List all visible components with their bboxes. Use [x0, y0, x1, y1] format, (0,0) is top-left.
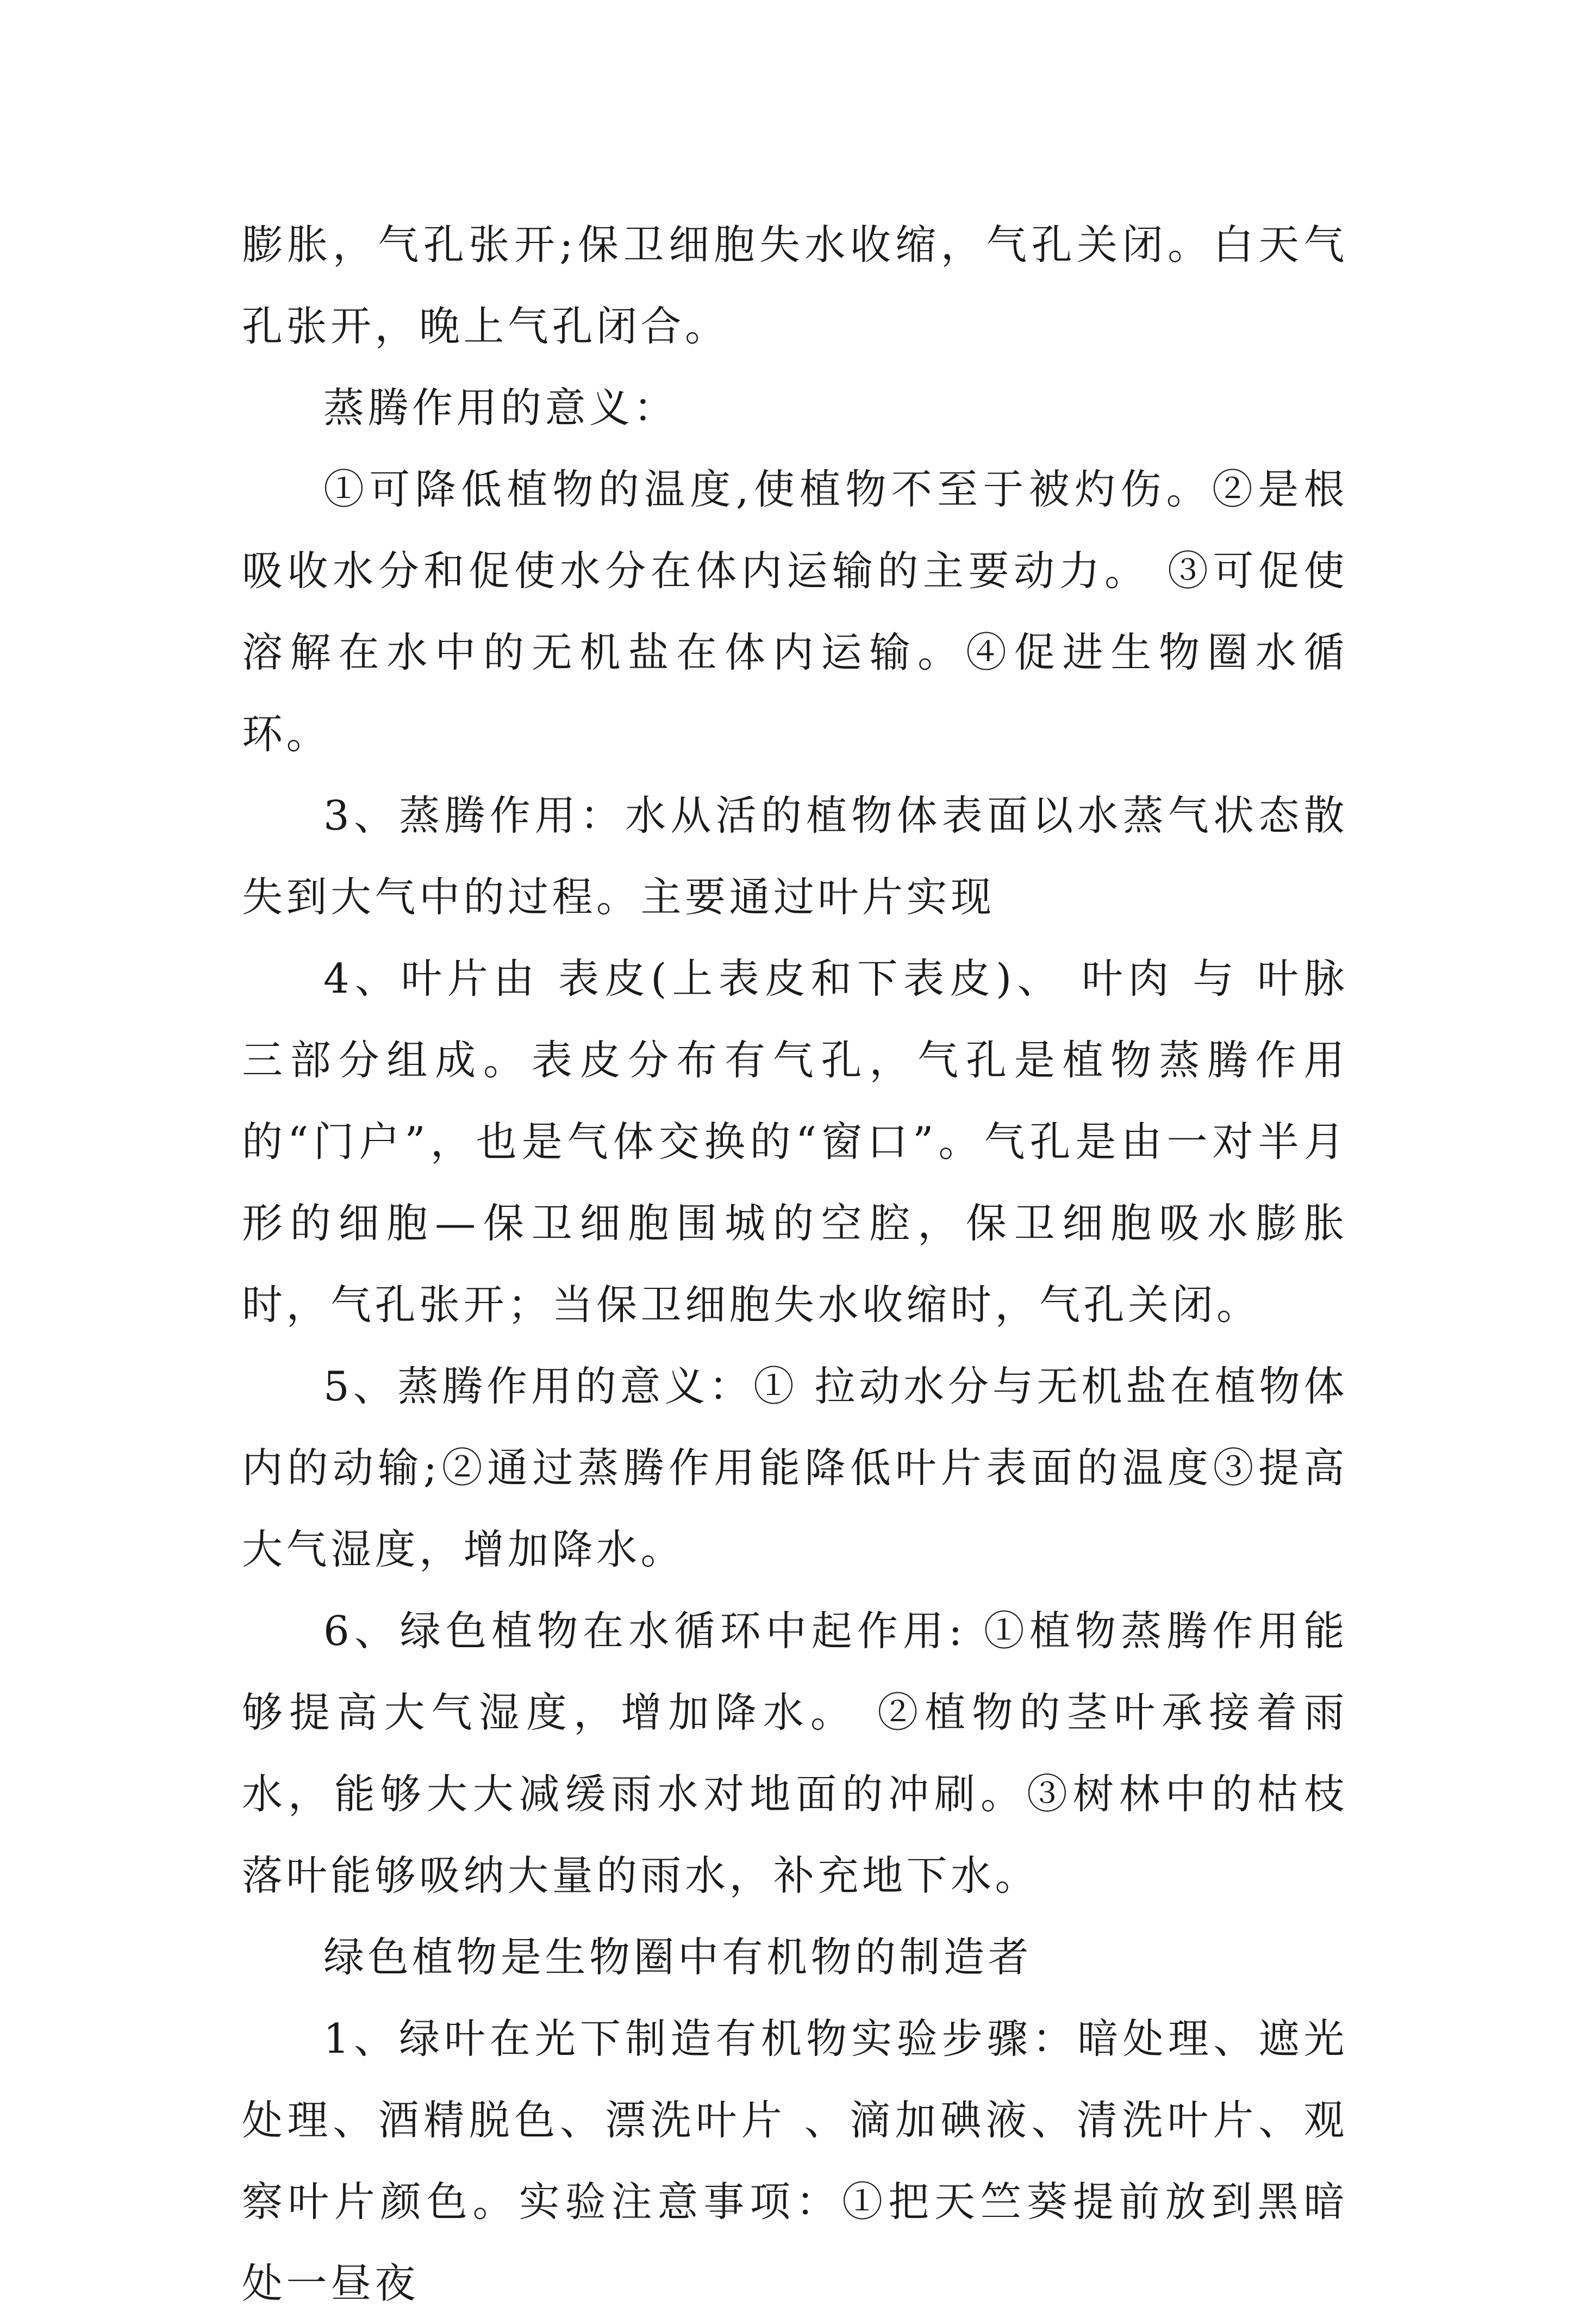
paragraph-transpiration-significance-2: 5、蒸腾作用的意义：① 拉动水分与无机盐在植物体内的动输;②通过蒸腾作用能降低叶片表面的温度③提高大气湿度，增加降水。 — [242, 1362, 1348, 1573]
paragraph-stomata-continuation: 膨胀，气孔张开;保卫细胞失水收缩，气孔关闭。白天气孔张开，晚上气孔闭合。 — [242, 221, 1348, 350]
paragraph-transpiration-significance-list: ①可降低植物的温度,使植物不至于被灼伤。②是根吸收水分和促使水分在体内运输的主要动力。 ③可促使溶解在水中的无机盐在体内运输。④促进生物圈水循环。 — [242, 465, 1348, 758]
section-heading-organic-producer: 绿色植物是生物圈中有机物的制造者 — [323, 1933, 1033, 1981]
paragraph-experiment-steps: 1、绿叶在光下制造有机物实验步骤：暗处理、遮光处理、酒精脱色、漂洗叶片 、滴加碘液、清洗叶片、观察叶片颜色。实验注意事项：①把天竺葵提前放到黑暗处一昼夜 — [242, 2015, 1348, 2307]
paragraph-water-cycle-role: 6、绿色植物在水循环中起作用: ①植物蒸腾作用能够提高大气湿度，增加降水。 ②植物的茎叶承接着雨水，能够大大减缓雨水对地面的冲刷。③树林中的枯枝落叶能够吸纳大量的雨水，补充地下水。 — [242, 1607, 1348, 1899]
paragraph-transpiration-definition: 3、蒸腾作用：水从活的植物体表面以水蒸气状态散失到大气中的过程。主要通过叶片实现 — [242, 792, 1348, 921]
heading-transpiration-significance: 蒸腾作用的意义： — [323, 384, 678, 432]
document-page — [242, 204, 1348, 2324]
paragraph-leaf-structure: 4、叶片由 表皮(上表皮和下表皮)、 叶肉 与 叶脉 三部分组成。表皮分布有气孔，气孔是植物蒸腾作用的“门户”，也是气体交换的“窗口”。气孔是由一对半月形的细胞—保卫细胞围城的空腔，保卫细胞吸水膨胀时，气孔张开；当保卫细胞失水收缩时，气孔关闭。 — [242, 955, 1348, 1329]
